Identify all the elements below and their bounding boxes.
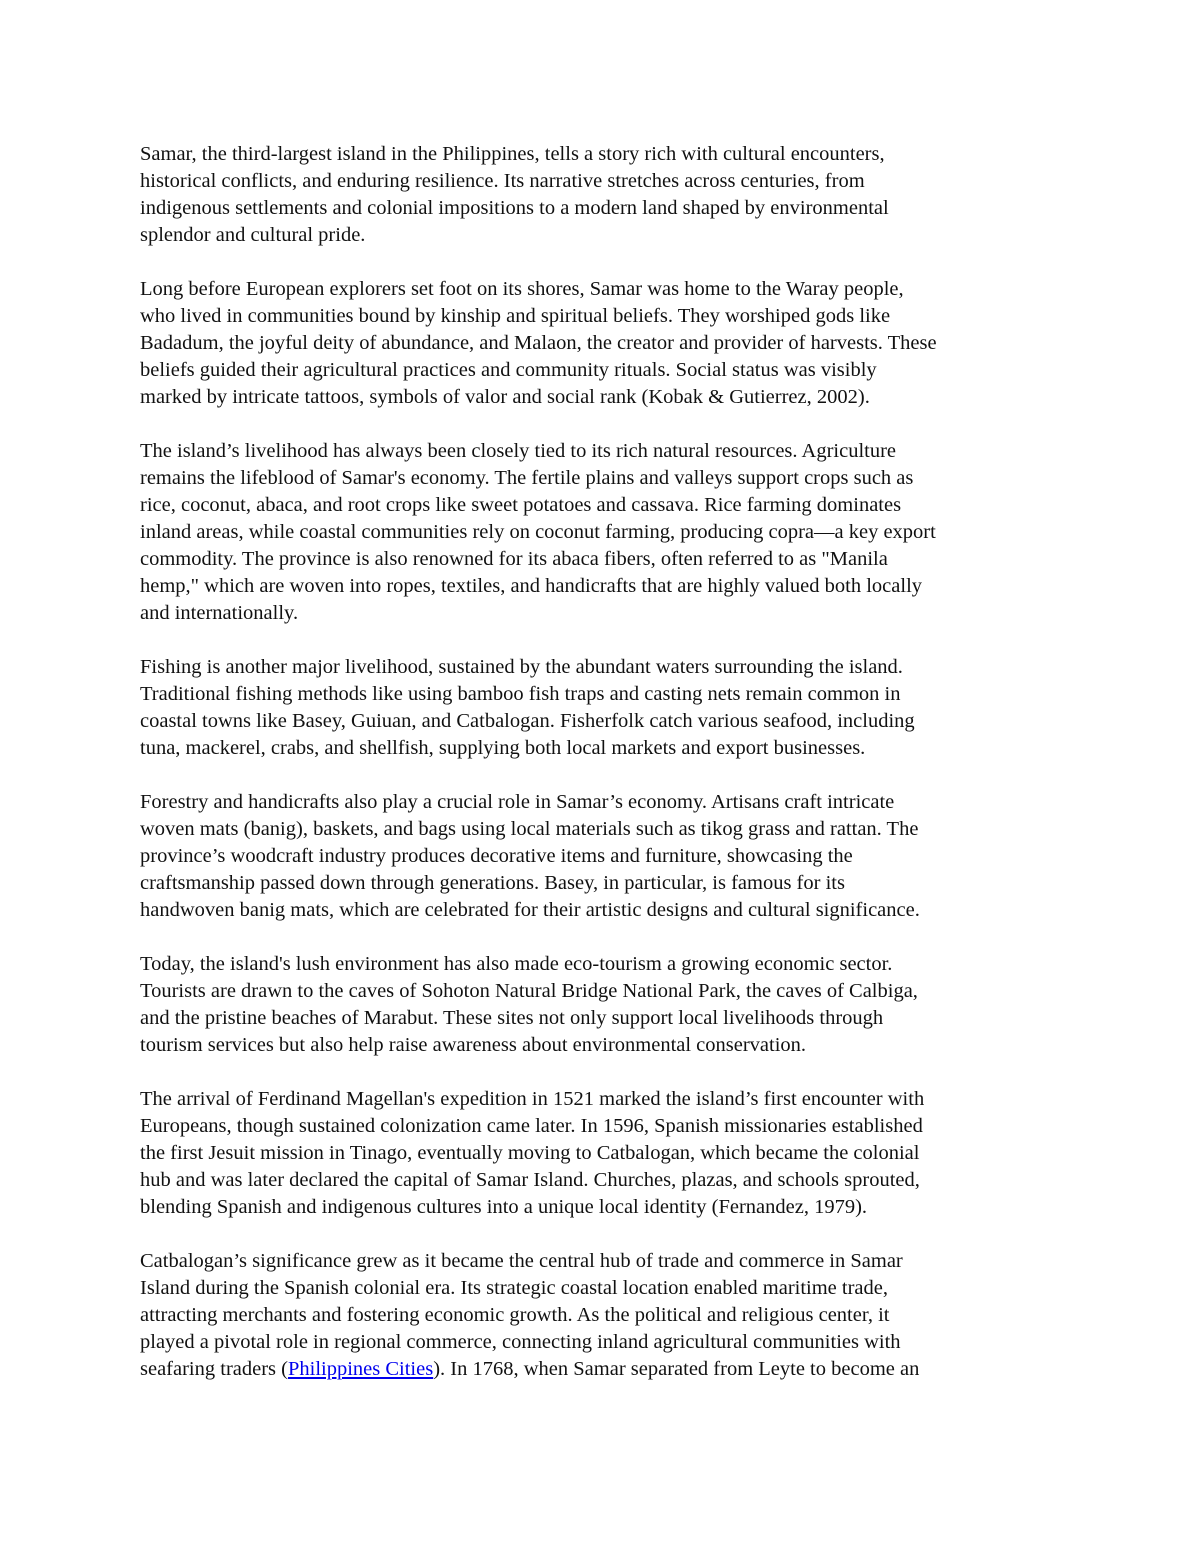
text-line: played a pivotal role in regional commerce, connecting inland agricultural communities with — [140, 1331, 901, 1353]
text-line: historical conflicts, and enduring resilience. Its narrative stretches across centuries, from — [140, 170, 865, 192]
text-line: Badadum, the joyful deity of abundance, and Malaon, the creator and provider of harvests. These — [140, 332, 937, 354]
text-line: the first Jesuit mission in Tinago, eventually moving to Catbalogan, which became the colonial — [140, 1142, 920, 1164]
paragraph-eco-tourism — [140, 951, 1070, 1059]
text-line — [140, 1356, 1070, 1383]
text-line: rice, coconut, abaca, and root crops like sweet potatoes and cassava. Rice farming dominates — [140, 494, 902, 516]
text-line: tourism services but also help raise awareness about environmental conservation. — [140, 1034, 807, 1056]
text-line: attracting merchants and fostering economic growth. As the political and religious center, it — [140, 1304, 890, 1326]
paragraph-waray-people — [140, 276, 1070, 411]
text-line: indigenous settlements and colonial impositions to a modern land shaped by environmental — [140, 197, 889, 219]
text-line: marked by intricate tattoos, symbols of valor and social rank (Kobak & Gutierrez, 2002). — [140, 386, 870, 408]
text-line: blending Spanish and indigenous cultures into a unique local identity (Fernandez, 1979). — [140, 1196, 868, 1218]
paragraph-catbalogan — [140, 1248, 1070, 1383]
philippines-cities-link[interactable]: Philippines Cities — [287, 1358, 434, 1380]
text-line: Catbalogan’s significance grew as it became the central hub of trade and commerce in Samar — [140, 1250, 903, 1272]
text-run: seafaring traders ( — [140, 1358, 288, 1380]
text-line: handwoven banig mats, which are celebrated for their artistic designs and cultural significance. — [140, 899, 920, 921]
text-line: Tourists are drawn to the caves of Sohoton Natural Bridge National Park, the caves of Calbiga, — [140, 980, 918, 1002]
text-line: The island’s livelihood has always been closely tied to its rich natural resources. Agriculture — [140, 440, 897, 462]
text-line: Europeans, though sustained colonization came later. In 1596, Spanish missionaries established — [140, 1115, 923, 1137]
text-line: tuna, mackerel, crabs, and shellfish, supplying both local markets and export businesses. — [140, 737, 866, 759]
text-line: and the pristine beaches of Marabut. These sites not only support local livelihoods through — [140, 1007, 884, 1029]
text-line: who lived in communities bound by kinship and spiritual beliefs. They worshiped gods like — [140, 305, 891, 327]
text-line: Samar, the third-largest island in the Philippines, tells a story rich with cultural encounters, — [140, 143, 885, 165]
text-line: craftsmanship passed down through generations. Basey, in particular, is famous for its — [140, 872, 845, 894]
text-line: inland areas, while coastal communities rely on coconut farming, producing copra—a key export — [140, 521, 936, 543]
paragraph-forestry-handicrafts — [140, 789, 1070, 924]
text-line: remains the lifeblood of Samar's economy. The fertile plains and valleys support crops such as — [140, 467, 914, 489]
text-line: and internationally. — [140, 602, 299, 624]
paragraph-intro — [140, 141, 1070, 249]
text-line: splendor and cultural pride. — [140, 224, 366, 246]
text-line: Traditional fishing methods like using bamboo fish traps and casting nets remain common in — [140, 683, 901, 705]
text-line: Fishing is another major livelihood, sustained by the abundant waters surrounding the island. — [140, 656, 903, 678]
text-line: Today, the island's lush environment has also made eco-tourism a growing economic sector. — [140, 953, 893, 975]
text-line: Long before European explorers set foot on its shores, Samar was home to the Waray people, — [140, 278, 904, 300]
text-line: province’s woodcraft industry produces decorative items and furniture, showcasing the — [140, 845, 853, 867]
text-line: coastal towns like Basey, Guiuan, and Catbalogan. Fisherfolk catch various seafood, including — [140, 710, 915, 732]
text-line: Forestry and handicrafts also play a crucial role in Samar’s economy. Artisans craft intricate — [140, 791, 895, 813]
paragraph-magellan-expedition — [140, 1086, 1070, 1221]
paragraph-agriculture — [140, 438, 1070, 627]
text-line: The arrival of Ferdinand Magellan's expedition in 1521 marked the island’s first encounter with — [140, 1088, 925, 1110]
text-line: commodity. The province is also renowned for its abaca fibers, often referred to as "Manila — [140, 548, 888, 570]
text-line: beliefs guided their agricultural practices and community rituals. Social status was visibly — [140, 359, 877, 381]
text-line: Island during the Spanish colonial era. Its strategic coastal location enabled maritime trade, — [140, 1277, 888, 1299]
paragraph-fishing — [140, 654, 1070, 762]
text-run: ). In 1768, when Samar separated from Leyte to become an — [433, 1358, 920, 1380]
text-line: hemp," which are woven into ropes, textiles, and handicrafts that are highly valued both locally — [140, 575, 923, 597]
text-line: hub and was later declared the capital of Samar Island. Churches, plazas, and schools sprouted, — [140, 1169, 920, 1191]
text-line: woven mats (banig), baskets, and bags using local materials such as tikog grass and rattan. The — [140, 818, 919, 840]
document-body — [140, 141, 1070, 1410]
